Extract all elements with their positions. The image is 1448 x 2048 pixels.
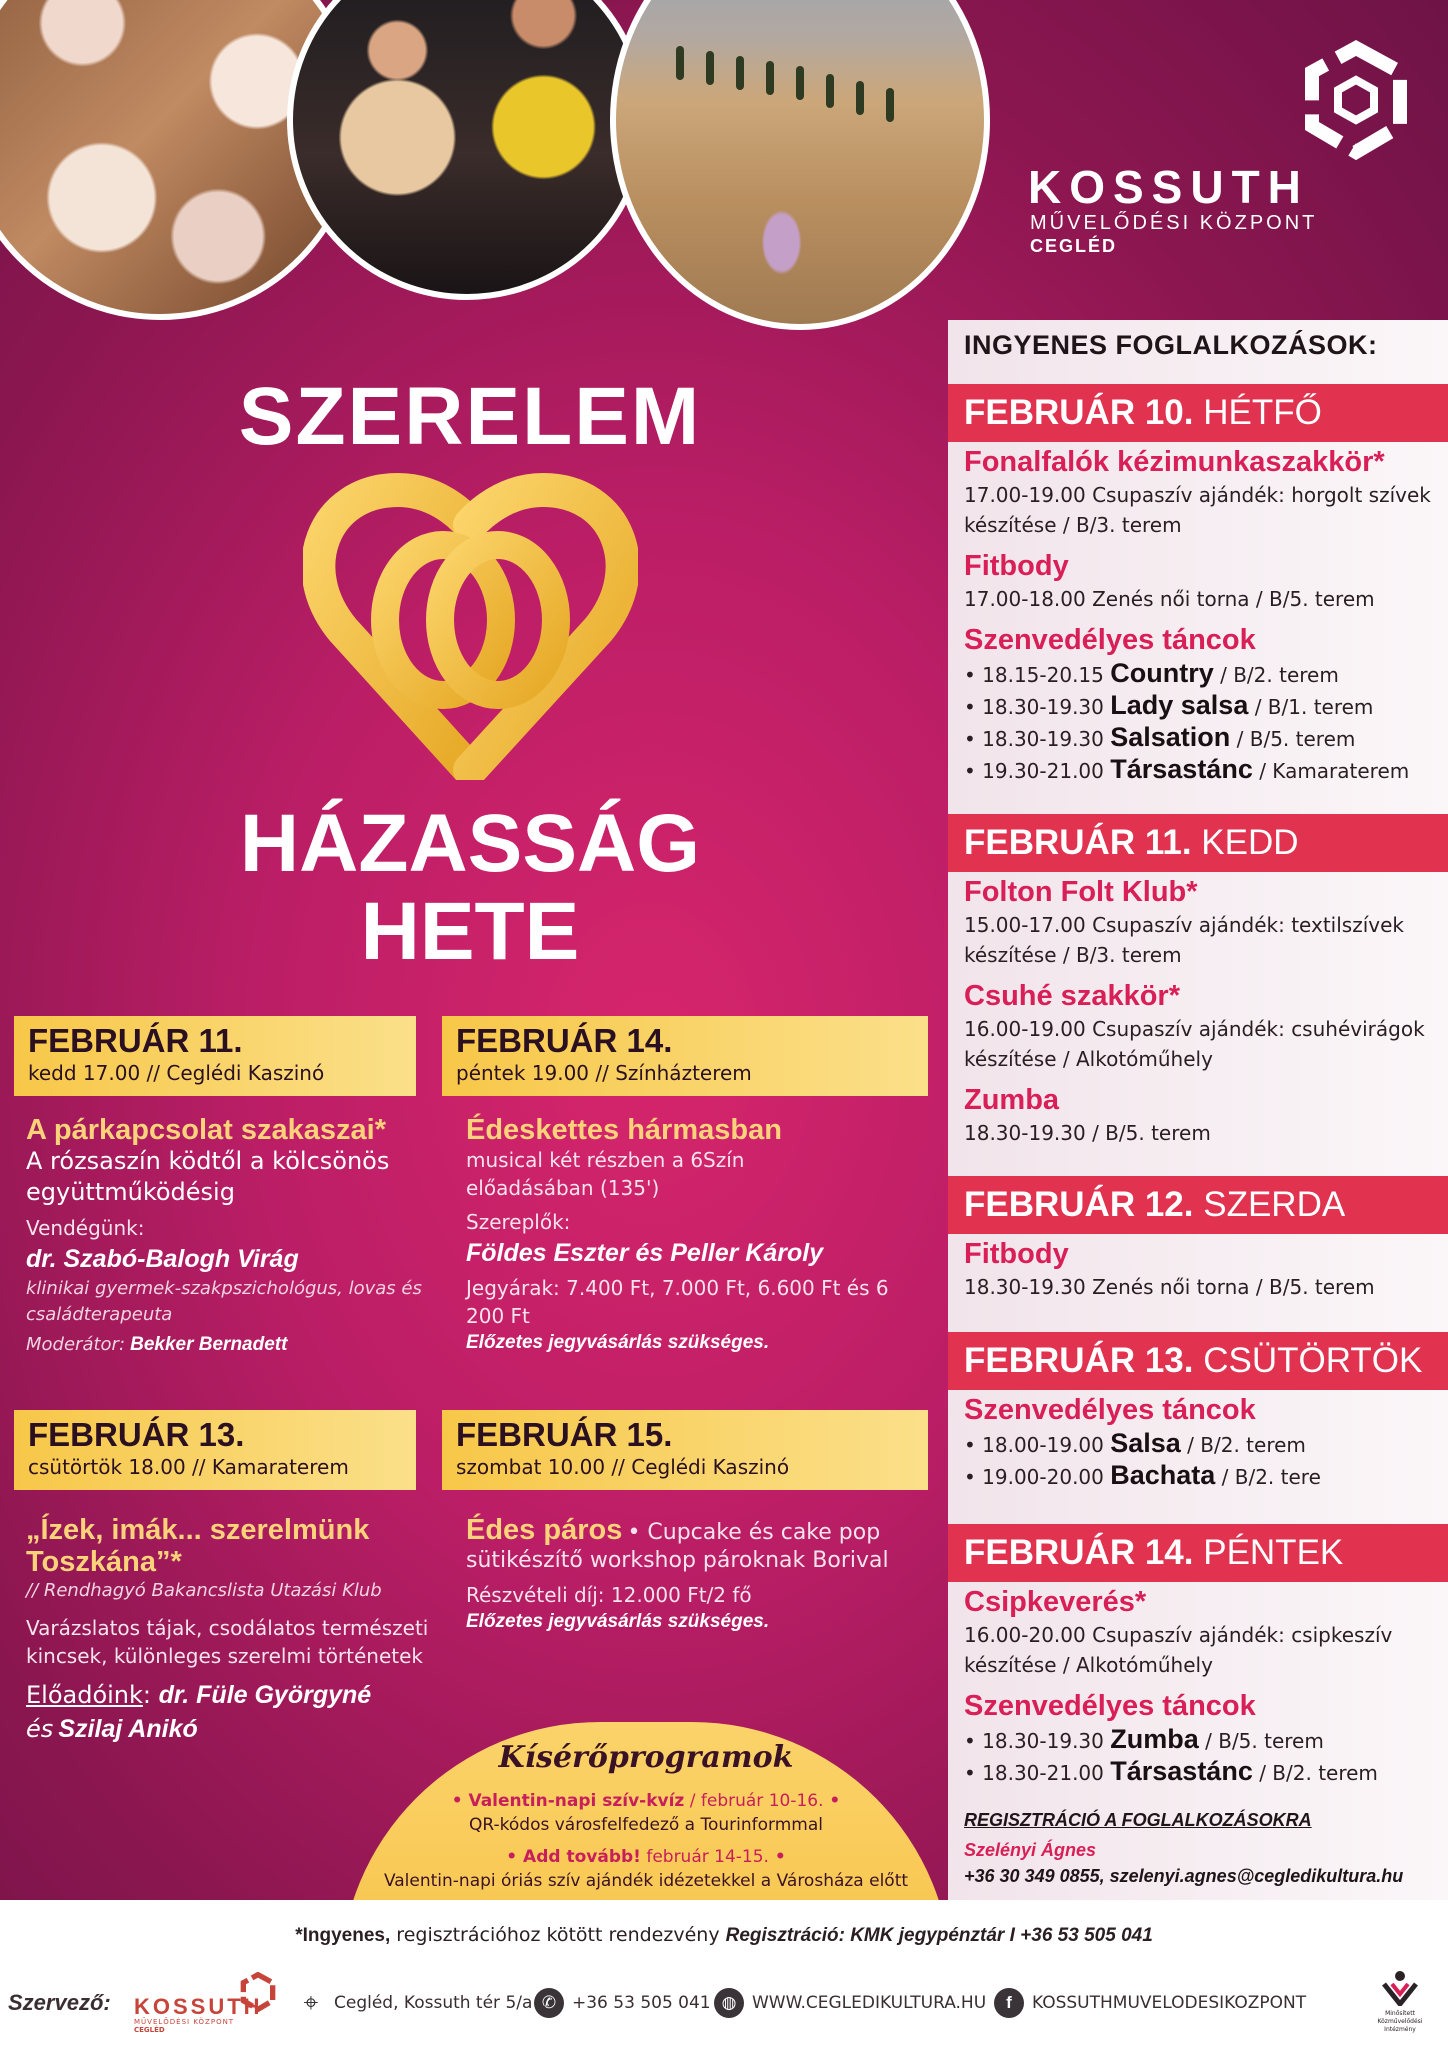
event-meta: szombat 10.00 // Ceglédi Kaszinó (456, 1455, 790, 1479)
activity-line: 18.30-19.30 Zenés női torna / B/5. terem (964, 1275, 1375, 1299)
companion-title: Kísérőprogramok (498, 1740, 794, 1775)
facebook-text: KOSSUTHMUVELODESIKOZPONT (1032, 1993, 1307, 2013)
registration-contact[interactable]: +36 30 349 0855, szelenyi.agnes@cegledikultura.hu (964, 1866, 1404, 1886)
companion-item-2-name: Add tovább! (523, 1847, 641, 1867)
day-date: FEBRUÁR 10. (964, 393, 1194, 432)
activity-line: 17.00-19.00 Csupaszív ajándék: horgolt szívek készítése / B/3. terem (964, 483, 1431, 537)
guest-role: klinikai gyermek-szakpszichológus, lovas és családterapeuta (26, 1278, 422, 1325)
event-description: Varázslatos tájak, csodálatos természeti kincsek, különleges szerelmi történetek (26, 1616, 429, 1668)
organizer-label: Szervező: (8, 1990, 111, 2015)
title-bottom-line2: HETE (360, 886, 580, 977)
event-title: „Ízek, imák... szerelmünk Toszkána”* (26, 1514, 370, 1578)
event-date: FEBRUÁR 13. (28, 1416, 245, 1453)
event-header-feb11 (14, 1016, 416, 1096)
certified-badge (1370, 1970, 1430, 2036)
event-header-feb13 (14, 1410, 416, 1490)
title-bottom (150, 800, 790, 976)
moderator-line (26, 1332, 436, 1358)
day-weekday: CSÜTÖRTÖK (1203, 1341, 1423, 1380)
day-weekday: KEDD (1201, 823, 1299, 862)
ticket-prices: Jegyárak: 7.400 Ft, 7.000 Ft, 6.600 Ft és 6 200 Ft (466, 1276, 889, 1328)
activity-line: 17.00-18.00 Zenés női torna / B/5. terem (964, 587, 1375, 611)
event-title-line (466, 1514, 926, 1575)
ticket-note: Előzetes jegyvásárlás szükséges. (466, 1332, 770, 1353)
presenters-label: Előadóink (26, 1681, 143, 1709)
activity-line: 18.30-19.30 / B/5. terem (964, 1121, 1211, 1145)
activity-title: Csipkeverés* (964, 1586, 1147, 1618)
activity-title: Szenvedélyes táncok (964, 1394, 1256, 1426)
day-bar-friday (948, 1524, 1448, 1582)
dance-item: • 18.30-19.30 Zumba / B/5. terem (964, 1724, 1324, 1754)
facebook-icon: f (994, 1988, 1024, 2018)
logo-name: KOSSUTH (1028, 161, 1309, 213)
logo-city: CEGLÉD (1030, 236, 1118, 256)
monday-activities (964, 444, 1434, 786)
presenters-and: és (26, 1715, 54, 1743)
event-meta: péntek 19.00 // Színházterem (456, 1061, 752, 1085)
dance-item: • 18.30-19.30 Salsation / B/5. terem (964, 722, 1356, 752)
web-text: WWW.CEGLEDIKULTURA.HU (752, 1993, 987, 2013)
dance-item: • 18.00-19.00 Salsa / B/2. terem (964, 1428, 1306, 1458)
certified-badge-text: Minősített Közművelődési Intézmény (1377, 2010, 1423, 2033)
dance-item: • 19.30-21.00 Társastánc / Kamaraterem (964, 754, 1410, 784)
phone-icon: ✆ (534, 1988, 564, 2018)
friday-activities (964, 1584, 1434, 1788)
event-date: FEBRUÁR 14. (456, 1022, 673, 1059)
event-header-feb14 (442, 1016, 928, 1096)
footer-note-registration: Regisztráció: KMK jegypénztár I +36 53 505 041 (725, 1925, 1153, 1946)
dance-item: • 18.30-19.30 Lady salsa / B/1. terem (964, 690, 1374, 720)
footer-note (0, 1924, 1448, 1947)
wednesday-activities (964, 1236, 1434, 1302)
day-bar-monday (948, 384, 1448, 442)
companion-item-2-desc: Valentin-napi óriás szív ajándék idézetekkel a Városháza előtt (383, 1871, 909, 1891)
logo-subtitle: MŰVELŐDÉSI KÖZPONT (1030, 212, 1318, 234)
activity-title: Szenvedélyes táncok (964, 624, 1256, 656)
day-weekday: HÉTFŐ (1203, 393, 1322, 432)
companion-item-2: • Add tovább! február 14-15. • (506, 1847, 786, 1867)
activity-line: 16.00-20.00 Csupaszív ajándék: csipkeszív készítése / Alkotóműhely (964, 1623, 1393, 1677)
day-date: FEBRUÁR 14. (964, 1533, 1194, 1572)
footer-note-bold: *Ingyenes, (295, 1925, 391, 1946)
activity-title: Fitbody (964, 1238, 1069, 1270)
companion-item-1-name: Valentin-napi szív-kvíz (468, 1791, 685, 1811)
tuesday-activities (964, 874, 1434, 1148)
organizer-logo (134, 1972, 284, 2034)
day-date: FEBRUÁR 13. (964, 1341, 1194, 1380)
companion-programs (340, 1722, 952, 1900)
certified-badge-icon (1380, 1970, 1420, 2006)
registration-title: REGISZTRÁCIÓ A FOGLALKOZÁSOKRA (964, 1810, 1312, 1830)
day-bar-wednesday (948, 1176, 1448, 1234)
ticket-note: Előzetes jegyvásárlás szükséges. (466, 1611, 770, 1632)
web-item[interactable] (714, 1988, 986, 2018)
title-bottom-line1: HÁZASSÁG (239, 798, 701, 889)
address-text: Cegléd, Kossuth tér 5/a (334, 1993, 533, 2013)
event-header-feb15 (442, 1410, 928, 1490)
guest-label: Vendégünk: (26, 1216, 145, 1240)
companion-item-2-date: február 14-15. (646, 1847, 769, 1867)
activity-title: Csuhé szakkör* (964, 980, 1180, 1012)
tuscany-photo (610, 0, 990, 330)
footer-row (0, 1968, 1448, 2038)
phone-text: +36 53 505 041 (572, 1993, 711, 2013)
presenter-name-2: Szilaj Anikó (58, 1715, 198, 1743)
event-title: Édes páros (466, 1514, 623, 1546)
event-date: FEBRUÁR 15. (456, 1416, 673, 1453)
dance-item: • 19.00-20.00 Bachata / B/2. tere (964, 1460, 1321, 1490)
organizer-logo-name: KOSSUTH (134, 1994, 263, 2019)
event-description: • Cupcake és cake pop sütikészítő workshop pároknak Borival (466, 1520, 889, 1573)
event-body-feb11 (26, 1114, 436, 1358)
activity-line: 15.00-17.00 Csupaszív ajándék: textilszívek készítése / B/3. terem (964, 913, 1404, 967)
presenters-line: Előadóink: dr. Füle Györgyné (26, 1681, 372, 1709)
footer-note-text: regisztrációhoz kötött rendezvény (396, 1924, 720, 1946)
event-meta: kedd 17.00 // Ceglédi Kaszinó (28, 1061, 325, 1085)
activity-title: Zumba (964, 1084, 1060, 1116)
event-meta: csütörtök 18.00 // Kamaraterem (28, 1455, 349, 1479)
logo-mark-icon (1296, 40, 1416, 160)
cast-names: Földes Eszter és Peller Károly (466, 1239, 824, 1267)
dance-item: • 18.30-21.00 Társastánc / B/2. terem (964, 1756, 1378, 1786)
phone-item[interactable] (534, 1988, 711, 2018)
panel-heading: INGYENES FOGLALKOZÁSOK: (964, 330, 1378, 360)
event-subtitle: A rózsaszín ködtől a kölcsönös együttműködésig (26, 1147, 390, 1206)
activity-title: Fitbody (964, 550, 1069, 582)
activity-line: 16.00-19.00 Csupaszív ajándék: csuhévirágok készítése / Alkotóműhely (964, 1017, 1425, 1071)
day-date: FEBRUÁR 12. (964, 1185, 1194, 1224)
event-body-feb13 (26, 1514, 436, 1746)
activity-title: Folton Folt Klub* (964, 876, 1198, 908)
event-body-feb15 (466, 1514, 926, 1635)
theater-photo (287, 0, 647, 300)
moderator-label: Moderátor: (26, 1334, 126, 1355)
event-fee: Részvételi díj: 12.000 Ft/2 fő (466, 1583, 752, 1607)
title-top: SZERELEM (238, 371, 702, 462)
event-date: FEBRUÁR 11. (28, 1022, 243, 1059)
companion-item-1-desc: QR-kódos városfelfedező a Tourinformmal (469, 1815, 823, 1835)
day-date: FEBRUÁR 11. (964, 823, 1192, 862)
day-bar-tuesday (948, 814, 1448, 872)
address-item (296, 1988, 532, 2018)
location-pin-icon: ⌖ (303, 1988, 319, 2018)
registration-contact-name: Szelényi Ágnes (964, 1840, 1097, 1860)
kossuth-logo (1028, 40, 1428, 256)
day-bar-thursday (948, 1332, 1448, 1390)
event-title: Édeskettes hármasban (466, 1114, 782, 1146)
activity-title: Fonalfalók kézimunkaszakkör* (964, 446, 1385, 478)
globe-icon: ◍ (714, 1988, 744, 2018)
presenter-name: dr. Füle Györgyné (158, 1681, 372, 1709)
cast-label: Szereplők: (466, 1210, 571, 1234)
guest-name: dr. Szabó-Balogh Virág (26, 1245, 299, 1273)
event-title: A párkapcsolat szakaszai* (26, 1114, 387, 1146)
companion-item-1-date: / február 10-16. (689, 1791, 824, 1811)
facebook-item[interactable] (994, 1988, 1306, 2018)
dance-item: • 18.15-20.15 Country / B/2. terem (964, 658, 1339, 688)
activity-title: Szenvedélyes táncok (964, 1690, 1256, 1722)
event-subtitle: musical két részben a 6Szín előadásában (135') (466, 1148, 745, 1200)
organizer-logo-sub: MŰVELŐDÉSI KÖZPONT (134, 2018, 235, 2026)
moderator-name: Bekker Bernadett (130, 1334, 288, 1355)
event-body-feb14 (466, 1114, 926, 1356)
heart-rings-icon (303, 470, 638, 780)
companion-item-1: • Valentin-napi szív-kvíz / február 10-16. • (451, 1791, 841, 1811)
thursday-activities (964, 1392, 1434, 1492)
day-weekday: PÉNTEK (1203, 1533, 1344, 1572)
event-series: // Rendhagyó Bakancslista Utazási Klub (26, 1580, 382, 1601)
day-weekday: SZERDA (1203, 1185, 1346, 1224)
organizer-logo-city: CEGLÉD (134, 2026, 165, 2034)
